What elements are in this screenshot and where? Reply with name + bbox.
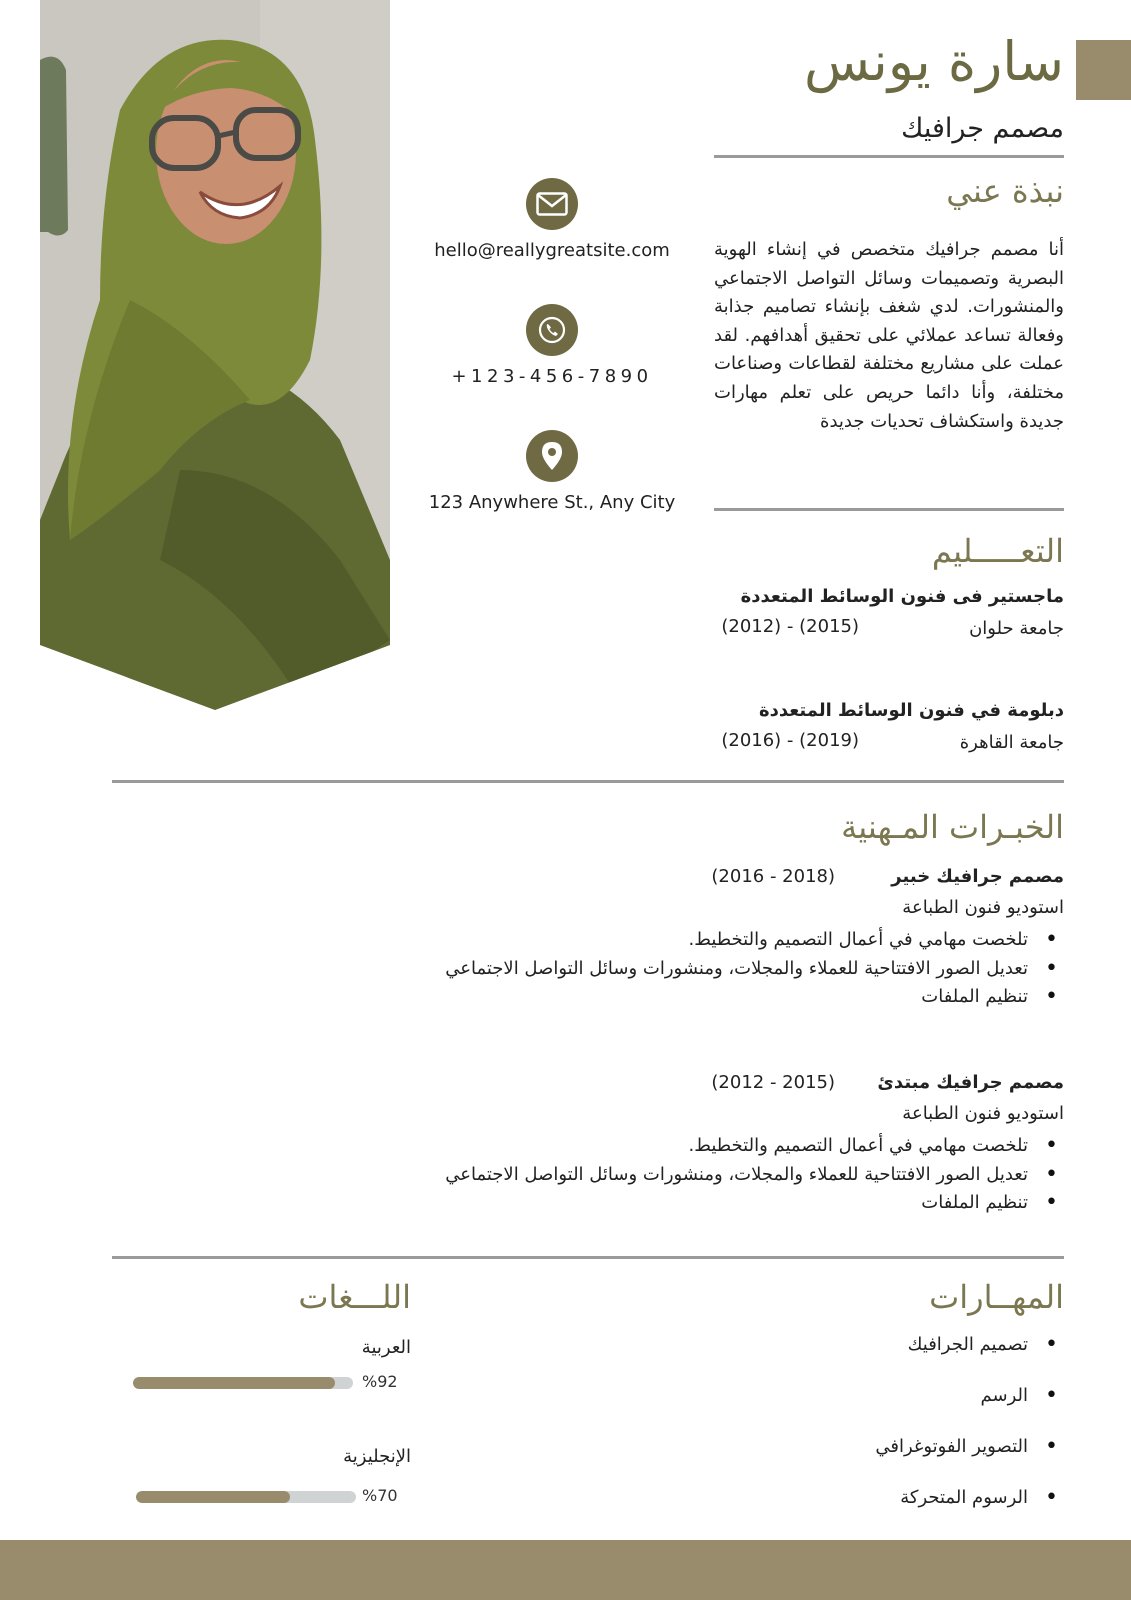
profile-photo bbox=[40, 0, 390, 710]
education-degree: ماجستير فى فنون الوسائط المتعددة bbox=[740, 586, 1064, 607]
languages-title: اللـــغات bbox=[298, 1278, 411, 1316]
list-item: • تعديل الصور الافتتاحية للعملاء والمجلات، ومنشورات وسائل التواصل الاجتماعي bbox=[445, 1161, 1064, 1190]
experience-years: (2016 - 2018) bbox=[711, 866, 835, 887]
skills-title: المهــارات bbox=[929, 1278, 1064, 1316]
list-item: • تصميم الجرافيك bbox=[875, 1332, 1064, 1383]
language-name: العربية bbox=[361, 1337, 411, 1358]
phone-text: +123-456-7890 bbox=[451, 366, 653, 387]
location-pin-icon bbox=[526, 430, 578, 482]
about-text: أنا مصمم جرافيك متخصص في إنشاء الهوية البصرية وتصميمات وسائل التواصل الاجتماعي والمنشورات. لدي شغف بإنشاء تصاميم جذابة وفعالة تساعد عملائي على تحقيق أهدافهم. لقد عملت على مشاريع مختلفة لقطاعات وصناعات مختلفة، وأنا دائما حريص على تعلم مهارات جديدة واستكشاف تحديات جديدة bbox=[714, 239, 1064, 432]
divider bbox=[112, 1256, 1064, 1259]
list-item: • تعديل الصور الافتتاحية للعملاء والمجلات، ومنشورات وسائل التواصل الاجتماعي bbox=[445, 955, 1064, 984]
list-item: • الرسم bbox=[875, 1383, 1064, 1434]
experience-company: استوديو فنون الطباعة bbox=[902, 897, 1064, 918]
language-level-bar bbox=[136, 1491, 356, 1503]
list-item: • تنظيم الملفات bbox=[445, 983, 1064, 1012]
list-item: • تنظيم الملفات bbox=[445, 1189, 1064, 1218]
experience-job-title: مصمم جرافيك خبير bbox=[891, 866, 1064, 887]
envelope-icon bbox=[526, 178, 578, 230]
divider bbox=[112, 780, 1064, 783]
language-level-bar bbox=[133, 1377, 353, 1389]
list-item: • تلخصت مهامي في أعمال التصميم والتخطيط. bbox=[445, 1132, 1064, 1161]
experience-task-list bbox=[445, 1132, 1064, 1218]
job-title: مصمم جرافيك bbox=[901, 113, 1064, 144]
experience-task-list bbox=[445, 926, 1064, 1012]
header-accent-block bbox=[1076, 40, 1131, 100]
experience-years: (2012 - 2015) bbox=[711, 1072, 835, 1093]
person-name: سارة يونس bbox=[803, 30, 1064, 93]
footer-band bbox=[0, 1540, 1131, 1600]
divider bbox=[714, 155, 1064, 158]
education-university: جامعة القاهرة bbox=[959, 732, 1064, 753]
language-level-fill bbox=[133, 1377, 335, 1389]
experience-job-title: مصمم جرافيك مبتدئ bbox=[877, 1072, 1064, 1093]
phone-icon bbox=[526, 304, 578, 356]
skills-list bbox=[875, 1332, 1064, 1536]
list-item: • تلخصت مهامي في أعمال التصميم والتخطيط. bbox=[445, 926, 1064, 955]
education-years: (2012) - (2015) bbox=[721, 616, 859, 637]
address-text: 123 Anywhere St., Any City bbox=[428, 492, 676, 513]
language-percent: %92 bbox=[362, 1372, 398, 1391]
language-percent: %70 bbox=[362, 1486, 398, 1505]
list-item: • التصوير الفوتوغرافي bbox=[875, 1434, 1064, 1485]
experience-company: استوديو فنون الطباعة bbox=[902, 1103, 1064, 1124]
language-level-fill bbox=[136, 1491, 290, 1503]
about-title: نبذة عني bbox=[946, 172, 1064, 210]
education-university: جامعة حلوان bbox=[969, 618, 1064, 639]
language-name: الإنجليزية bbox=[343, 1446, 411, 1467]
list-item: • الرسوم المتحركة bbox=[875, 1485, 1064, 1536]
divider bbox=[714, 508, 1064, 511]
education-years: (2016) - (2019) bbox=[721, 730, 859, 751]
experience-title: الخبـرات المـهنية bbox=[841, 808, 1064, 846]
education-title: التعـــــليم bbox=[931, 532, 1064, 570]
education-degree: دبلومة في فنون الوسائط المتعددة bbox=[758, 700, 1064, 721]
email-text: hello@reallygreatsite.com bbox=[434, 240, 670, 261]
